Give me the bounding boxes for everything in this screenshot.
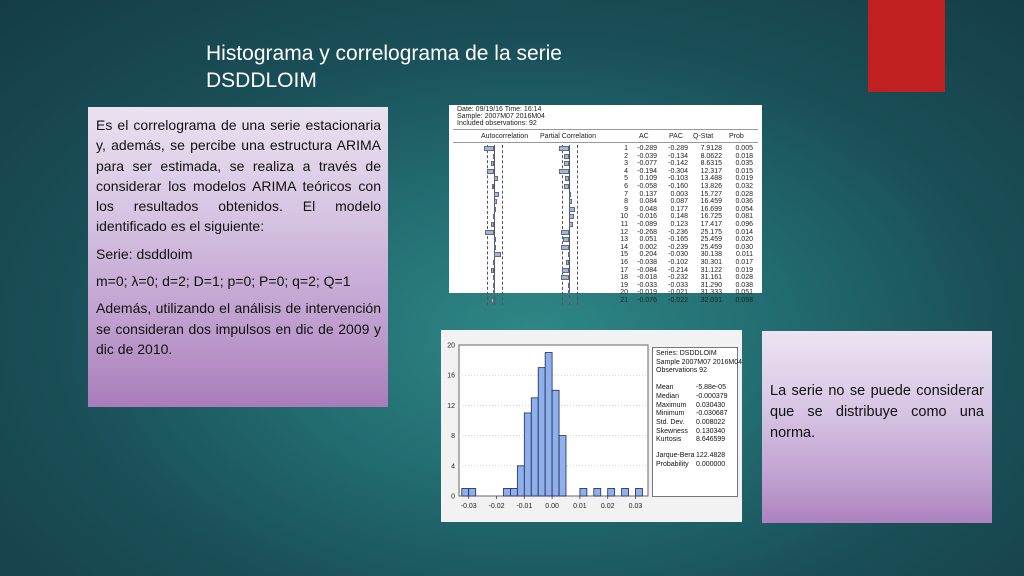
stat-label: Minimum — [656, 410, 685, 418]
pac-bar — [564, 154, 569, 159]
table-row — [449, 259, 762, 267]
histogram-bar — [462, 488, 469, 496]
header-rule-bottom — [453, 142, 758, 143]
title-line-1: Histograma y correlograma de la serie — [206, 42, 562, 65]
prob-cell: 0.038 — [735, 281, 753, 289]
ac-cell: 0.204 — [639, 251, 657, 259]
ac-cell: 0.051 — [639, 236, 657, 244]
model-parameters: m=0; λ=0; d=2; D=1; p=0; P=0; q=2; Q=1 — [96, 273, 351, 290]
ac-bar — [493, 275, 495, 280]
y-tick-label: 16 — [447, 372, 455, 380]
ac-bar — [491, 298, 494, 303]
slide-title — [206, 40, 766, 94]
prob-cell: 0.030 — [735, 243, 753, 251]
normality-note — [762, 331, 992, 523]
red-accent-block — [868, 0, 945, 92]
lag-cell: 16 — [620, 259, 628, 266]
ac-cell: -0.038 — [637, 259, 657, 266]
ac-bar — [493, 283, 495, 288]
q-stat-cell: 16.459 — [700, 198, 722, 206]
prob-cell: 0.020 — [735, 236, 753, 244]
pac-bar — [568, 290, 570, 295]
pac-cell: -0.304 — [668, 167, 688, 175]
table-row — [449, 251, 762, 259]
table-row — [449, 175, 762, 183]
histogram-panel — [441, 330, 742, 522]
x-tick-label: 0.01 — [573, 503, 587, 510]
explanation-paragraph: Es el correlograma de una serie estacionaria y, además, se percibe una estructura ARIMA para ser estimada, se realiza a través de considerar los modelos ARIMA teóricos con los resultados obtenidos. El modelo identificado es el siguiente: — [96, 117, 381, 235]
prob-cell: 0.081 — [735, 213, 753, 221]
stat-row — [656, 436, 734, 445]
ac-bar — [485, 230, 494, 235]
header-autocorrelation: Autocorrelation — [481, 133, 529, 140]
ac-bar — [491, 222, 494, 227]
table-row — [449, 267, 762, 275]
q-stat-cell: 25.459 — [700, 236, 722, 244]
ac-bar — [494, 207, 496, 212]
q-stat-cell: 16.699 — [700, 205, 722, 213]
prob-cell: 0.028 — [735, 274, 753, 282]
header-prob: Prob — [729, 133, 744, 140]
histogram-bar — [517, 466, 524, 496]
pac-bar — [569, 214, 574, 219]
histogram-bar — [559, 436, 566, 496]
header-ac: AC — [639, 133, 649, 140]
x-tick-label: -0.03 — [460, 503, 477, 510]
q-stat-cell: 32.031 — [700, 297, 722, 304]
stat-label: Maximum — [656, 401, 687, 409]
prob-cell: 0.036 — [735, 198, 753, 206]
prob-cell: 0.032 — [735, 183, 753, 190]
lag-cell: 2 — [624, 152, 628, 160]
ac-bar — [487, 169, 494, 174]
pac-cell: -0.160 — [668, 183, 688, 190]
histogram-bar — [545, 353, 552, 496]
lag-cell: 8 — [624, 198, 628, 206]
pac-cell: -0.103 — [668, 175, 688, 183]
y-tick-label: 8 — [451, 433, 455, 441]
stat-row — [656, 461, 734, 470]
correlogram-table — [449, 105, 762, 304]
x-tick-label: -0.02 — [488, 503, 505, 510]
histogram-bar — [531, 398, 538, 496]
histogram-bar — [503, 488, 510, 496]
stat-value: 0.130340 — [696, 427, 726, 435]
lag-cell: 7 — [624, 190, 628, 198]
intervention-paragraph: Además, utilizando el análisis de intervención se consideran dos impulsos en dic de 2009 y dic de 2010. — [96, 300, 381, 357]
histogram-bar — [608, 488, 615, 496]
q-stat-cell: 12.317 — [700, 167, 722, 175]
lag-cell: 12 — [620, 228, 628, 236]
ac-bar — [494, 252, 501, 257]
table-row — [449, 145, 762, 153]
ac-cell: -0.033 — [637, 281, 657, 289]
prob-cell: 0.019 — [735, 266, 753, 274]
ac-cell: 0.084 — [639, 198, 657, 206]
y-tick-label: 4 — [451, 463, 455, 471]
stat-value: 8.646599 — [696, 436, 726, 444]
prob-cell: 0.035 — [735, 160, 753, 168]
ac-cell: -0.194 — [637, 167, 657, 175]
stat-row — [656, 393, 734, 402]
stat-label: Kurtosis — [656, 436, 682, 444]
stat-value: -0.000379 — [696, 392, 728, 400]
stat-value: 0.008022 — [696, 418, 726, 426]
q-stat-cell: 25.175 — [700, 228, 722, 236]
prob-cell: 0.011 — [736, 251, 753, 259]
prob-cell: 0.051 — [735, 289, 753, 297]
stat-row — [656, 384, 734, 393]
lag-cell: 1 — [624, 145, 628, 152]
q-stat-cell: 15.727 — [700, 190, 722, 198]
series-line: Serie: dsddloim — [96, 245, 193, 262]
ac-bar — [491, 268, 494, 273]
histogram-bar — [552, 390, 559, 496]
table-row — [449, 198, 762, 206]
prob-cell: 0.019 — [735, 175, 753, 183]
q-stat-cell: 7.9128 — [700, 145, 722, 152]
pac-cell: -0.030 — [668, 251, 688, 259]
explanation-box — [88, 107, 388, 407]
lag-cell: 10 — [620, 213, 628, 221]
pac-cell: -0.232 — [668, 274, 688, 282]
ac-cell: -0.076 — [637, 297, 657, 304]
pac-bar — [565, 176, 569, 181]
table-row — [449, 206, 762, 214]
pac-cell: -0.134 — [668, 152, 688, 160]
pac-bar — [568, 298, 570, 303]
pac-bar — [566, 260, 569, 265]
stat-row — [656, 410, 734, 419]
ac-bar — [491, 161, 494, 166]
pac-bar — [561, 275, 569, 280]
table-row — [449, 153, 762, 161]
ac-cell: -0.268 — [637, 228, 657, 236]
q-stat-cell: 31.122 — [700, 266, 722, 274]
q-stat-cell: 17.417 — [700, 221, 722, 228]
correlogram-sample: Sample: 2007M07 2016M04 — [457, 113, 545, 120]
q-stat-cell: 16.725 — [700, 213, 722, 221]
stat-label: Jarque-Bera — [656, 452, 695, 460]
ac-cell: -0.084 — [637, 266, 657, 274]
y-tick-label: 12 — [447, 402, 455, 410]
histogram-bar — [510, 488, 517, 496]
pac-bar — [561, 230, 569, 235]
stat-row — [656, 452, 734, 461]
stat-label: Median — [656, 392, 679, 400]
x-tick-label: 0.02 — [600, 503, 615, 510]
histogram-bar — [622, 488, 629, 496]
q-stat-cell: 30.301 — [700, 259, 722, 266]
ac-bar — [494, 245, 496, 250]
lag-cell: 13 — [620, 236, 628, 244]
ac-bar — [494, 192, 499, 197]
histogram-bar — [635, 488, 642, 496]
lag-cell: 3 — [624, 160, 628, 168]
q-stat-cell: 31.161 — [700, 274, 722, 282]
title-line-2: DSDDLOIM — [206, 69, 317, 92]
prob-cell: 0.028 — [735, 190, 753, 198]
ac-cell: 0.109 — [639, 175, 657, 183]
table-row — [449, 183, 762, 191]
pac-bar — [569, 199, 572, 204]
pac-cell: -0.214 — [668, 266, 688, 274]
lag-cell: 6 — [624, 183, 628, 190]
prob-cell: 0.015 — [735, 167, 753, 175]
pac-bar — [569, 207, 575, 212]
pac-cell: 0.087 — [670, 198, 688, 206]
q-stat-cell: 8.6315 — [700, 160, 722, 168]
prob-cell: 0.018 — [735, 152, 753, 160]
prob-cell: 0.058 — [735, 297, 753, 304]
histogram-bar — [580, 488, 587, 496]
table-row — [449, 229, 762, 237]
stat-value: -0.030687 — [696, 410, 728, 418]
lag-cell: 18 — [620, 274, 628, 282]
ac-cell: -0.077 — [637, 160, 657, 168]
stats-series: Series: DSDDLOIM — [656, 350, 717, 357]
lag-cell: 15 — [620, 251, 628, 259]
lag-cell: 9 — [624, 205, 628, 213]
stat-value: 122.4828 — [696, 452, 726, 460]
pac-cell: 0.148 — [670, 213, 688, 221]
lag-cell: 4 — [624, 167, 628, 175]
normality-note-text: La serie no se puede considerar que se distribuye como una norma. — [770, 383, 984, 441]
stat-row — [656, 428, 734, 437]
ac-cell: -0.016 — [637, 213, 657, 221]
prob-cell: 0.017 — [735, 259, 753, 266]
stat-value: -5.88e-05 — [696, 384, 726, 392]
lag-cell: 21 — [620, 297, 628, 304]
ac-cell: -0.039 — [637, 152, 657, 160]
ac-bar — [493, 260, 495, 265]
pac-bar — [569, 222, 573, 227]
stat-label: Mean — [656, 384, 674, 392]
ac-cell: 0.048 — [639, 205, 657, 213]
ac-cell: -0.019 — [637, 289, 657, 297]
pac-bar — [564, 161, 569, 166]
pac-cell: -0.021 — [668, 289, 688, 297]
stats-observations: Observations 92 — [656, 367, 707, 375]
stats-box — [652, 347, 743, 497]
pac-cell: -0.289 — [668, 145, 688, 152]
histogram-bar — [594, 488, 601, 496]
table-row — [449, 221, 762, 229]
lag-cell: 11 — [620, 221, 628, 228]
table-row — [449, 213, 762, 221]
q-stat-cell: 13.488 — [700, 175, 722, 183]
table-row — [449, 160, 762, 168]
stat-row — [656, 419, 734, 428]
q-stat-cell: 31.290 — [700, 281, 722, 289]
histogram-bar — [524, 413, 531, 496]
q-stat-cell: 31.333 — [700, 289, 722, 297]
header-rule-top — [453, 129, 758, 130]
pac-bar — [561, 245, 569, 250]
pac-cell: -0.236 — [668, 228, 688, 236]
lag-cell: 19 — [620, 281, 628, 289]
ac-bar — [492, 184, 494, 189]
pac-cell: 0.177 — [670, 205, 688, 213]
ac-cell: -0.289 — [637, 145, 657, 152]
lag-cell: 17 — [620, 266, 628, 274]
ac-bar — [493, 290, 495, 295]
ac-bar — [493, 214, 495, 219]
prob-cell: 0.096 — [735, 221, 753, 228]
pac-bar — [562, 268, 569, 273]
lag-cell: 20 — [620, 289, 628, 297]
table-row — [449, 244, 762, 252]
pac-cell: -0.102 — [668, 259, 688, 266]
prob-cell: 0.005 — [735, 145, 753, 152]
ac-bar — [494, 199, 497, 204]
table-row — [449, 191, 762, 199]
pac-bar — [564, 184, 569, 189]
table-row — [449, 236, 762, 244]
pac-bar — [568, 283, 570, 288]
pac-cell: -0.022 — [668, 297, 688, 304]
q-stat-cell: 25.459 — [700, 243, 722, 251]
correlogram-date: Date: 09/19/16 Time: 16:14 — [457, 106, 542, 113]
stat-label: Probability — [656, 460, 689, 468]
x-tick-label: 0.00 — [545, 503, 559, 510]
y-tick-label: 20 — [447, 342, 455, 350]
histogram-bar — [469, 488, 476, 496]
x-tick-label: -0.01 — [516, 503, 533, 510]
pac-bar — [563, 237, 569, 242]
ac-bar — [484, 146, 494, 151]
header-partial-correlation: Partial Correlation — [540, 133, 597, 140]
table-row — [449, 289, 762, 297]
q-stat-cell: 30.138 — [700, 251, 722, 259]
q-stat-cell: 13.826 — [700, 183, 722, 190]
ac-cell: -0.089 — [637, 221, 657, 228]
stats-sample: Sample 2007M07 2016M04 — [656, 358, 743, 366]
pac-cell: -0.142 — [668, 160, 688, 168]
pac-bar — [559, 146, 569, 151]
stat-label: Skewness — [656, 427, 688, 435]
stat-value: 0.030430 — [696, 401, 726, 409]
pac-cell: -0.165 — [668, 236, 688, 244]
ac-cell: 0.137 — [639, 190, 657, 198]
header-q-stat: Q-Stat — [693, 133, 714, 140]
prob-cell: 0.054 — [735, 205, 753, 213]
correlogram-observations: Included observations: 92 — [457, 120, 537, 127]
ac-bar — [493, 154, 495, 159]
ac-bar — [494, 237, 496, 242]
pac-bar — [569, 192, 571, 197]
stat-label: Std. Dev. — [656, 418, 685, 426]
table-row — [449, 168, 762, 176]
pac-cell: 0.003 — [670, 190, 688, 198]
table-row — [449, 297, 762, 305]
ac-cell: -0.018 — [637, 274, 657, 282]
stat-row — [656, 402, 734, 411]
pac-cell: -0.033 — [668, 281, 688, 289]
x-tick-label: 0.03 — [628, 503, 643, 510]
q-stat-cell: 8.0622 — [700, 152, 722, 160]
y-tick-label: 0 — [451, 493, 455, 501]
prob-cell: 0.014 — [735, 228, 753, 236]
header-pac: PAC — [669, 133, 683, 140]
pac-bar — [568, 252, 570, 257]
stat-value: 0.000000 — [696, 460, 726, 468]
pac-cell: -0.239 — [668, 243, 688, 251]
ac-cell: 0.002 — [639, 243, 657, 251]
lag-cell: 14 — [620, 243, 628, 251]
table-row — [449, 274, 762, 282]
ac-bar — [494, 176, 498, 181]
ac-cell: -0.058 — [637, 183, 657, 190]
table-row — [449, 282, 762, 290]
histogram-bar — [538, 368, 545, 496]
pac-bar — [559, 169, 569, 174]
lag-cell: 5 — [624, 175, 628, 183]
pac-cell: 0.123 — [670, 221, 688, 228]
